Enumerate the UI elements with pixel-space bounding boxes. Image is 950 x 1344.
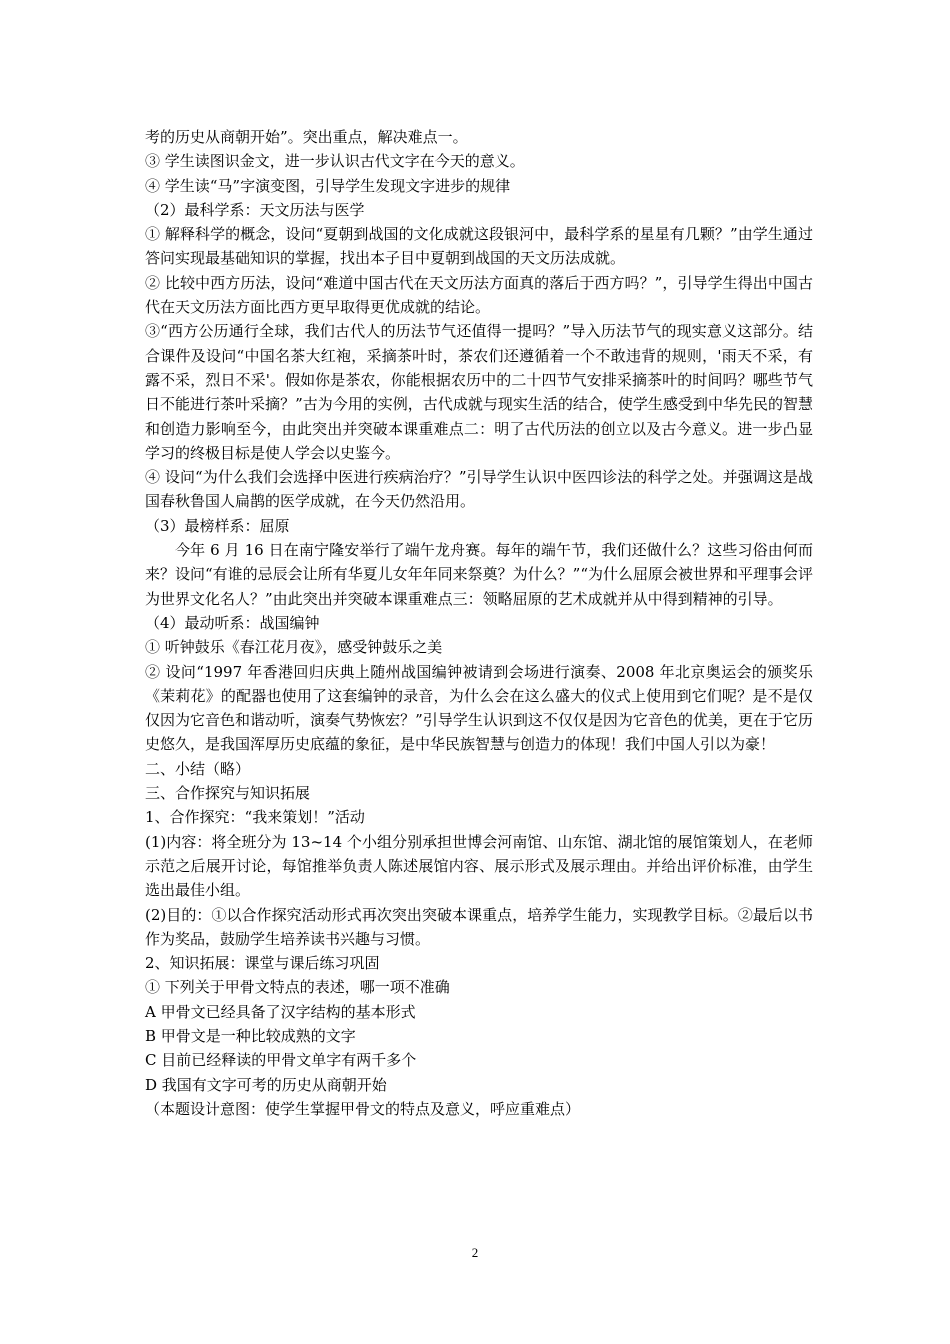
page-number: 2 [471, 1245, 479, 1260]
answer-option-b: B 甲骨文是一种比较成熟的文字 [145, 1026, 356, 1045]
question-stem: ① 下列关于甲骨文特点的表述，哪一项不准确 [145, 978, 450, 997]
section-heading: 二、小结（略） [145, 759, 251, 778]
paragraph: ③ 学生读图识金文，进一步认识古代文字在今天的意义。 [145, 152, 525, 171]
paragraph: ① 听钟鼓乐《春江花月夜》，感受钟鼓乐之美 [145, 638, 443, 657]
paragraph: 今年 6 月 16 日在南宁隆安举行了端午龙舟赛。每年的端午节，我们还做什么？这些习俗由何而来？设问“有谁的忌辰会让所有华夏儿女年年同来祭奠？为什么？”“为什么屈原会被世界和平理事会评为世界文化名人？”由此突出并突破本课重难点三：领略屈原的艺术成就并从中得到精神的引导。 [145, 541, 814, 608]
design-note: （本题设计意图：使学生掌握甲骨文的特点及意义，呼应重难点） [145, 1099, 581, 1118]
subsection-heading: 1、合作探究：“我来策划！”活动 [145, 808, 365, 827]
answer-option-c: C 目前已经释读的甲骨文单字有两千多个 [145, 1051, 417, 1070]
answer-option-d: D 我国有文字可考的历史从商朝开始 [145, 1075, 387, 1094]
paragraph: ③“西方公历通行全球，我们古代人的历法节气还值得一提吗？”导入历法节气的现实意义这部分。结合课件及设问“中国名茶大红袍，采摘茶叶时，茶农们还遵循着一个不敢违背的规则，'雨天不采，有露不采，烈日不采'。假如你是茶农，你能根据农历中的二十四节气安排采摘茶叶的时间吗？哪些节气日不能进行茶叶采摘？”古为今用的实例，古代成就与现实生活的结合，使学生感受到中华先民的智慧和创造力影响至今，由此突出并突破本课重难点二：明了古代历法的创立以及古今意义。进一步凸显学习的终极目标是使人学会以史鉴今。 [145, 322, 813, 462]
paragraph: ② 比较中西方历法，设问“难道中国古代在天文历法方面真的落后于西方吗？”，引导学生得出中国古代在天文历法方面比西方更早取得更优成就的结论。 [145, 273, 813, 317]
paragraph: ④ 学生读“马”字演变图，引导学生发现文字进步的规律 [145, 176, 511, 195]
paragraph: 考的历史从商朝开始”。突出重点，解决难点一。 [145, 128, 468, 146]
paragraph: (2)目的：①以合作探究活动形式再次突出突破本课重点，培养学生能力，实现教学目标。②最后以书作为奖品，鼓励学生培养读书兴趣与习惯。 [145, 905, 813, 948]
subsection-heading: 2、知识拓展：课堂与课后练习巩固 [145, 954, 380, 973]
answer-option-a: A 甲骨文已经具备了汉字结构的基本形式 [145, 1002, 416, 1021]
paragraph: (1)内容：将全班分为 13~14 个小组分别承担世博会河南馆、山东馆、湖北馆的展馆策划人，在老师示范之后展开讨论，每馆推举负责人陈述展馆内容、展示形式及展示理由。并给出评价标准，由学生选出最佳小组。 [145, 832, 813, 900]
section-heading: （4）最动听系：战国编钟 [145, 613, 320, 632]
paragraph: ② 设问“1997 年香港回归庆典上随州战国编钟被请到会场进行演奏、2008 年北京奥运会的颁奖乐《茉莉花》的配器也使用了这套编钟的录音，为什么会在这么盛大的仪式上使用到它们呢？是不是仅仅因为它音色和谐动听，演奏气势恢宏？”引导学生认识到这不仅仅是因为它音色的优美，更在于它历史悠久，是我国浑厚历史底蕴的象征，是中华民族智慧与创造力的体现！我们中国人引以为豪！ [145, 662, 813, 754]
section-heading: （3）最榜样系：屈原 [145, 516, 290, 535]
paragraph: ④ 设问“为什么我们会选择中医进行疾病治疗？”引导学生认识中医四诊法的科学之处。并强调这是战国春秋鲁国人扁鹊的医学成就，在今天仍然沿用。 [145, 468, 813, 511]
section-heading: （2）最科学系：天文历法与医学 [145, 200, 365, 219]
paragraph: ① 解释科学的概念，设问“夏朝到战国的文化成就这段银河中，最科学系的星星有几颗？”由学生通过答问实现最基础知识的掌握，找出本子目中夏朝到战国的天文历法成就。 [145, 225, 813, 268]
section-heading: 三、合作探究与知识拓展 [145, 784, 311, 803]
document-body [145, 125, 813, 1121]
